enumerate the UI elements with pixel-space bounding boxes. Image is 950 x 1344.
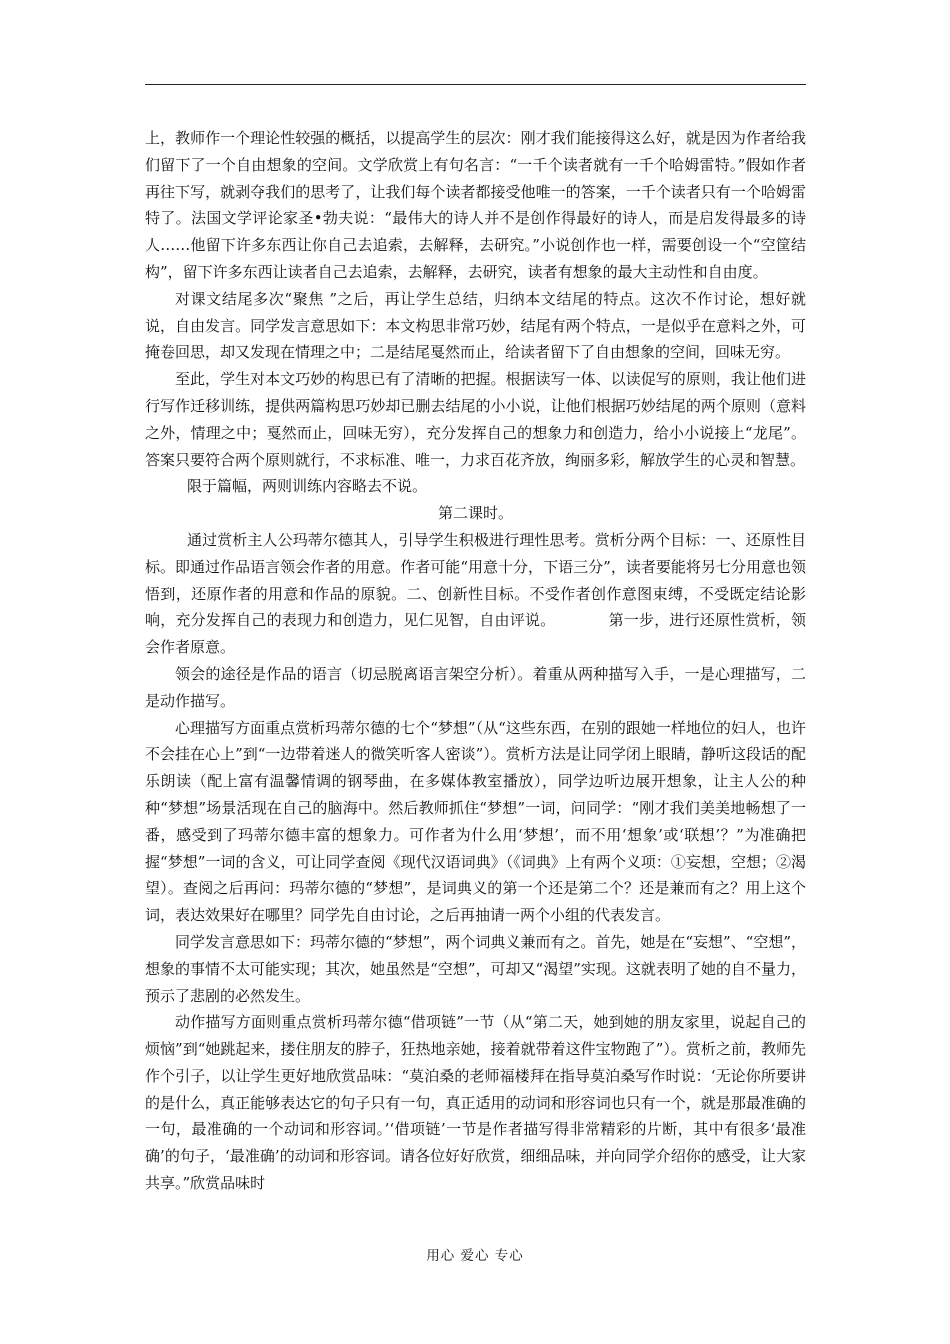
paragraph-9: 同学发言意思如下：玛蒂尔德的“梦想”，两个词典义兼而有之。首先，她是在“妄想”、“空想”，想象的事情不太可能实现；其次，她虽然是“空想”，可却又“渴望”实现。这就表明了她的自不量力，预示了悲剧的必然发生。 bbox=[145, 932, 807, 1005]
body-text bbox=[145, 125, 806, 1197]
paragraph-3: 至此，学生对本文巧妙的构思已有了清晰的把握。根据读写一体、以读促写的原则，我让他们进行写作迁移训练，提供两篇构思巧妙却已删去结尾的小小说，让他们根据巧妙结尾的两个原则（意料之外，情理之中；戛然而止，回味无穷），充分发挥自己的想象力和创造力，给小小说接上“龙尾”。答案只要符合两个原则就行，不求标准、唯一，力求百花齐放，绚丽多彩，解放学生的心灵和智慧。 bbox=[145, 370, 806, 469]
paragraph-1: 上，教师作一个理论性较强的概括，以提高学生的层次：刚才我们能接得这么好，就是因为作者给我们留下了一个自由想象的空间。文学欣赏上有句名言：“一千个读者就有一千个哈姆雷特。”假如作者再往下写，就剥夺我们的思考了，让我们每个读者都接受他唯一的答案，一千个读者只有一个哈姆雷特了。法国文学评论家圣•勃夫说：“最伟大的诗人并不是创作得最好的诗人，而是启发得最多的诗人……他留下许多东西让你自己去追索，去解释，去研究。”小说创作也一样，需要创设一个“空筐结构”，留下许多东西让读者自己去追索，去解释，去研究，读者有想象的最大主动性和自由度。 bbox=[145, 129, 806, 281]
paragraph-4: 限于篇幅，两则训练内容略去不说。 bbox=[187, 477, 428, 496]
page-footer: 用心 爱心 专心 bbox=[426, 1248, 524, 1264]
section-heading: 第二课时。 bbox=[437, 504, 513, 523]
paragraph-7: 领会的途径是作品的语言（切忌脱离语言架空分析）。着重从两种描写入手，一是心理描写，二是动作描写。 bbox=[145, 664, 806, 710]
paragraph-8: 心理描写方面重点赏析玛蒂尔德的七个“梦想”（从“这些东西，在别的跟她一样地位的妇人，也许不会挂在心上”到“一边带着迷人的微笑听客人密谈”）。赏析方法是让同学闭上眼睛，静听这段话的配乐朗读（配上富有温馨情调的钢琴曲，在多媒体教室播放），同学边听边展开想象，让主人公的种种“梦想”场景活现在自己的脑海中。然后教师抓住“梦想”一词，问同学：“刚才我们美美地畅想了一番，感受到了玛蒂尔德丰富的想象力。可作者为什么用‘梦想’，而不用‘想象’或‘联想’？”为准确把握“梦想”一词的含义，可让同学查阅《现代汉语词典》（《词典》上有两个义项：①妄想，空想；②渴望）。查阅之后再问：玛蒂尔德的“梦想”，是词典义的第一个还是第二个？还是兼而有之？用上这个词，表达效果好在哪里？同学先自由讨论，之后再抽请一两个小组的代表发言。 bbox=[145, 718, 806, 925]
paragraph-6: 通过赏析主人公玛蒂尔德其人，引导学生积极进行理性思考。赏析分两个目标：一、还原性目标。即通过作品语言领会作者的用意。作者可能“用意十分，下语三分”，读者要能将另七分用意也领悟到，还原作者的用意和作品的原貌。二、创新性目标。不受作者创作意图束缚，不受既定结论影响，充分发挥自己的表现力和创造力，见仁见智，自由评说。 第一步，进行还原性赏析，领会作者原意。 bbox=[145, 530, 806, 657]
paragraph-10: 动作描写方面则重点赏析玛蒂尔德“借项链”一节（从“第二天，她到她的朋友家里，说起自己的烦恼”到“她跳起来，搂住朋友的脖子，狂热地亲她，接着就带着这件宝物跑了”）。赏析之前，教师先作个引子，以让学生更好地欣赏品味：“莫泊桑的老师福楼拜在指导莫泊桑写作时说：‘无论你所要讲的是什么，真正能够表达它的句子只有一句，真正适用的动词和形容词也只有一个，就是那最准确的一句，最准确的一个动词和形容词。’‘借项链’一节是作者描写得非常精彩的片断，其中有很多‘最准确’的句子，‘最准确’的动词和形容词。请各位好好欣赏，细细品味，并向同学介绍你的感受，让大家共享。”欣赏品味时 bbox=[145, 1013, 806, 1193]
paragraph-2: 对课文结尾多次“聚焦 ”之后，再让学生总结，归纳本文结尾的特点。这次不作讨论，想好就说，自由发言。同学发言意思如下：本文构思非常巧妙，结尾有两个特点，一是似乎在意料之外，可掩卷回思，却又发现在情理之中；二是结尾戛然而止，给读者留下了自由想象的空间，回味无穷。 bbox=[145, 289, 806, 362]
header-rule bbox=[145, 84, 806, 85]
